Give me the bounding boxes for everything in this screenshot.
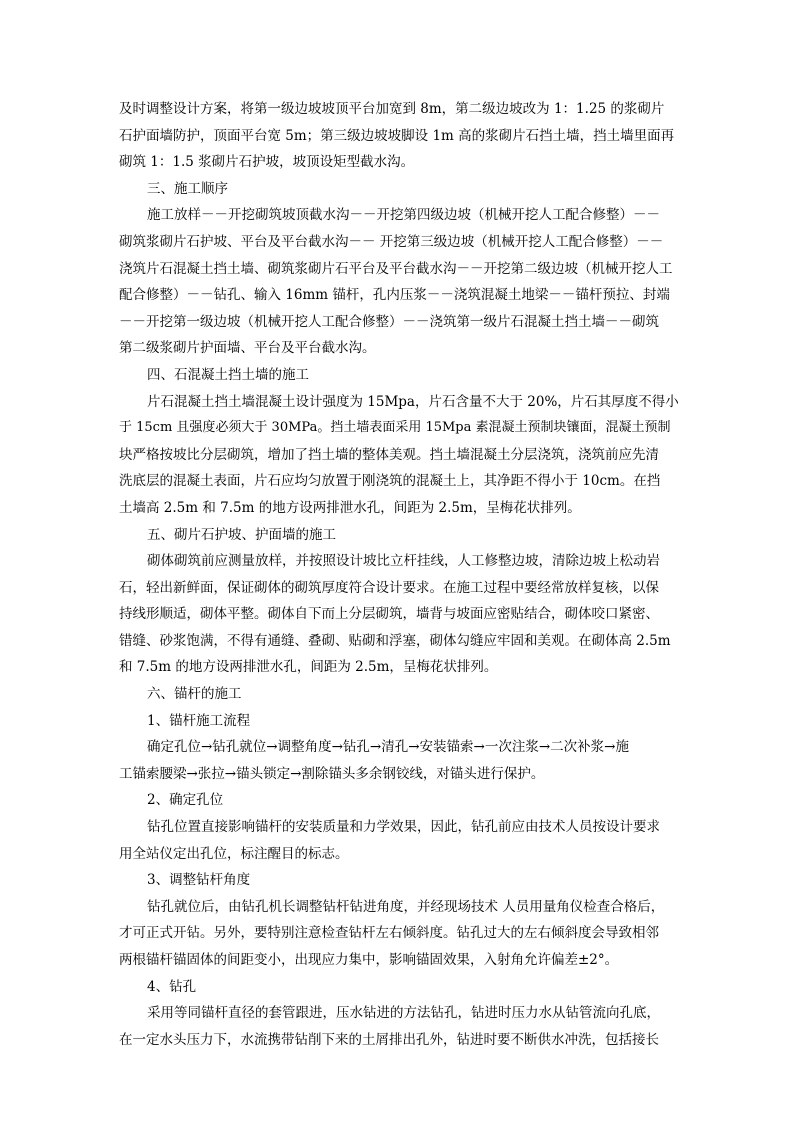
- text-line: 配合修整）－－钻孔、输入 16mm 锚杆，孔内压浆－－浇筑混凝土地梁－－锚杆预拉、封端: [119, 287, 670, 304]
- text-line: 工锚索腰梁→张拉→锚头锁定→割除锚头多余钢铰线，对锚头进行保护。: [119, 765, 545, 782]
- text-line: 砌筑 1：1.5 浆砌片石护坡，坡顶设矩型截水沟。: [119, 154, 415, 171]
- text-line: 在一定水头压力下，水流携带钻削下来的土屑排出孔外，钻进时要不断供水冲洗，包括接长: [119, 1031, 659, 1048]
- text-line: 砌体砌筑前应测量放样，并按照设计坡比立杆挂线，人工修整边坡，清除边坡上松动岩: [147, 553, 660, 570]
- text-line: 错缝、砂浆饱满，不得有通缝、叠砌、贴砌和浮塞，砌体勾缝应牢固和美观。在砌体高 2.5m: [119, 632, 671, 649]
- text-line: 1、锚杆施工流程: [147, 712, 251, 729]
- text-line: －－开挖第一级边坡（机械开挖人工配合修整）－－浇筑第一级片石混凝土挡土墙－－砌筑: [119, 313, 659, 330]
- text-line: 石护面墙防护，顶面平台宽 5m；第三级边坡坡脚设 1m 高的浆砌片石挡土墙，挡土墙里面再: [119, 127, 675, 144]
- text-line: 土墙高 2.5m 和 7.5m 的地方设两排泄水孔，间距为 2.5m，呈梅花状排列。: [119, 499, 581, 516]
- document-body: [119, 96, 679, 1053]
- text-line: 才可正式开钻。另外，要特别注意检查钻杆左右倾斜度。钻孔过大的左右倾斜度会导致相邻: [119, 925, 659, 942]
- text-line: 两根锚杆锚固体的间距变小，出现应力集中，影响锚固效果，入射角允许偏差±2°。: [119, 952, 619, 968]
- text-line: 钻孔就位后，由钻孔机长调整钻杆钻进角度，并经现场技术 人员用量角仪检查合格后，: [147, 898, 665, 915]
- text-line: 浇筑片石混凝土挡土墙、砌筑浆砌片石平台及平台截水沟－－开挖第二级边坡（机械开挖人工: [119, 260, 673, 277]
- text-line: 第二级浆砌片护面墙、平台及平台截水沟。: [119, 340, 376, 357]
- text-line: 4、钻孔: [147, 978, 197, 995]
- text-line: 块严格按坡比分层砌筑，增加了挡土墙的整体美观。挡土墙混凝土分层浇筑，浇筑前应先清: [119, 446, 659, 463]
- text-line: 施工放样－－开挖砌筑坡顶截水沟－－开挖第四级边坡（机械开挖人工配合修整）－－: [147, 207, 660, 224]
- text-line: 和 7.5m 的地方设两排泄水孔，间距为 2.5m，呈梅花状排列。: [119, 659, 498, 676]
- text-line: 3、调整钻杆角度: [147, 872, 251, 889]
- text-line: 石，轻出新鲜面，保证砌体的砌筑厚度符合设计要求。在施工过程中要经常放样复核，以保: [119, 579, 659, 596]
- text-line: 用全站仪定出孔位，标注醒目的标志。: [119, 845, 349, 862]
- text-line: 确定孔位→钻孔就位→调整角度→钻孔→清孔→安装锚索→一次注浆→二次补浆→施: [147, 739, 629, 756]
- text-line: 2、确定孔位: [147, 792, 224, 809]
- text-line: 采用等同锚杆直径的套管跟进，压水钻进的方法钻孔，钻进时压力水从钻管流向孔底，: [147, 1005, 660, 1022]
- text-line: 三、施工顺序: [147, 180, 228, 197]
- text-line: 五、砌片石护坡、护面墙的施工: [147, 526, 336, 543]
- text-line: 于 15cm 且强度必须大于 30MPa。挡土墙表面采用 15Mpa 素混凝土预制块镶面，混凝土预制: [119, 420, 671, 436]
- text-line: 及时调整设计方案，将第一级边坡坡顶平台加宽到 8m，第二级边坡改为 1：1.25 的浆砌片: [119, 101, 665, 117]
- text-line: 六、锚杆的施工: [147, 686, 242, 703]
- text-line: 四、石混凝土挡土墙的施工: [147, 366, 309, 383]
- text-line: 持线形顺适，砌体平整。砌体自下而上分层砌筑，墙背与坡面应密贴结合，砌体咬口紧密、: [119, 606, 659, 623]
- text-line: 片石混凝土挡土墙混凝土设计强度为 15Mpa，片石含量不大于 20%，片石其厚度不得小: [147, 393, 679, 410]
- text-line: 洗底层的混凝土表面，片石应均匀放置于刚浇筑的混凝土上，其净距不得小于 10cm。在挡: [119, 473, 661, 490]
- text-line: 钻孔位置直接影响锚杆的安装质量和力学效果，因此，钻孔前应由技术人员按设计要求: [147, 819, 660, 836]
- text-line: 砌筑浆砌片石护坡、平台及平台截水沟－－ 开挖第三级边坡（机械开挖人工配合修整）－－: [119, 233, 664, 250]
